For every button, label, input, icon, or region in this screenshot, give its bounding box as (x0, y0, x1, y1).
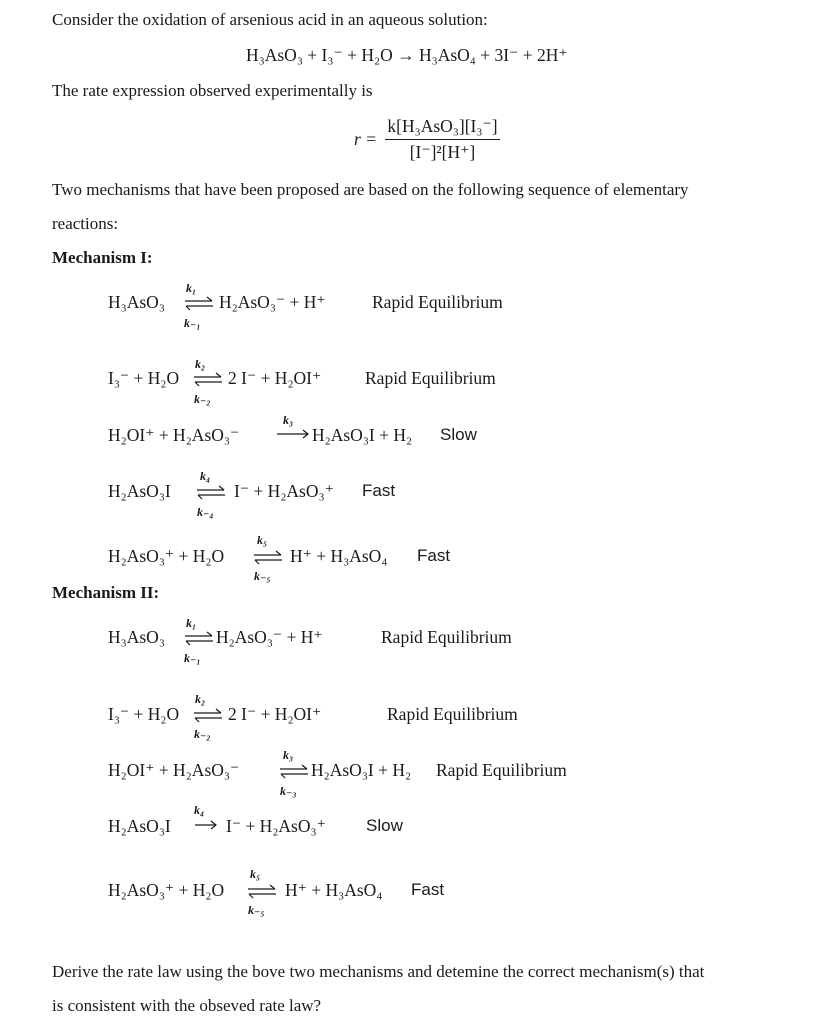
step-tag: Slow (366, 816, 403, 835)
step-tag: Fast (411, 880, 445, 899)
step-right: H⁺ + H₃AsO₄ (285, 880, 383, 900)
rate-law-denominator: [I⁻]²[H⁺] (409, 142, 476, 162)
rate-intro-text: The rate expression observed experimentally is (52, 81, 373, 100)
step-tag: Fast (417, 546, 451, 565)
step-left: H₂AsO₃⁺ + H₂O (108, 546, 225, 566)
k-forward-label: k₄ (200, 469, 211, 483)
intro-text: Consider the oxidation of arsenious acid in an aqueous solution: (52, 10, 488, 29)
k-reverse-label: k₋₄ (197, 505, 214, 519)
step-left: H₂AsO₃⁺ + H₂O (108, 880, 225, 900)
equilibrium-arrow-icon (196, 485, 226, 501)
k-reverse-label: k₋₂ (194, 392, 211, 406)
step-right: H₂AsO₃I + H₂ (312, 425, 413, 445)
step-tag: Fast (362, 481, 396, 500)
equilibrium-arrow-icon (193, 708, 223, 724)
equilibrium-arrow-icon (184, 631, 214, 647)
k-reverse-label: k₋₃ (280, 784, 297, 798)
forward-arrow-icon (276, 428, 310, 440)
k-forward-label: k₁ (186, 281, 197, 295)
mechanisms-intro-line1: Two mechanisms that have been proposed are based on the following sequence of elementary (52, 180, 689, 199)
k-forward-label: k₄ (194, 803, 205, 817)
question-line2: is consistent with the obseved rate law? (52, 996, 322, 1015)
equilibrium-arrow-icon (184, 296, 214, 312)
k-reverse-label: k₋₁ (184, 651, 201, 665)
rate-law (354, 116, 500, 163)
equilibrium-arrow-icon (193, 372, 223, 388)
step-left: H₂OI⁺ + H₂AsO₃⁻ (108, 760, 240, 780)
step-left: H₂OI⁺ + H₂AsO₃⁻ (108, 425, 240, 445)
step-left: H₂AsO₃I (108, 816, 171, 836)
step-left: H₂AsO₃I (108, 481, 171, 501)
mechanism2-title: Mechanism II: (52, 583, 160, 602)
step-right: 2 I⁻ + H₂OI⁺ (228, 704, 322, 724)
step-tag: Rapid Equilibrium (381, 627, 512, 647)
step-right: H₂AsO₃⁻ + H⁺ (219, 292, 326, 312)
k-forward-label: k₅ (257, 533, 268, 547)
question-line1: Derive the rate law using the bove two mechanisms and detemine the correct mechanism(s) that (52, 962, 705, 981)
equilibrium-arrow-icon (247, 884, 277, 900)
step-tag: Slow (440, 425, 477, 444)
k-forward-label: k₃ (283, 413, 294, 427)
step-right: 2 I⁻ + H₂OI⁺ (228, 368, 322, 388)
step-tag: Rapid Equilibrium (365, 368, 496, 388)
k-forward-label: k₃ (283, 748, 294, 762)
equilibrium-arrow-icon (279, 764, 309, 780)
step-left: I₃⁻ + H₂O (108, 368, 180, 388)
main-reaction: H₃AsO₃ + I₃⁻ + H₂O → H₃AsO₄ + 3I⁻ + 2H⁺ (246, 45, 568, 65)
rate-law-lhs: r = (354, 129, 377, 149)
k-forward-label: k₁ (186, 616, 197, 630)
step-left: H₃AsO₃ (108, 292, 165, 312)
step-tag: Rapid Equilibrium (372, 292, 503, 312)
mechanism1-title: Mechanism I: (52, 248, 153, 267)
mechanisms-intro-line2: reactions: (52, 214, 119, 233)
step-left: H₃AsO₃ (108, 627, 165, 647)
k-reverse-label: k₋₂ (194, 727, 211, 741)
step-right: H₂AsO₃⁻ + H⁺ (216, 627, 323, 647)
step-left: I₃⁻ + H₂O (108, 704, 180, 724)
k-reverse-label: k₋₅ (248, 903, 265, 917)
step-tag: Rapid Equilibrium (436, 760, 567, 780)
rate-law-fraction (385, 116, 499, 163)
rate-law-numerator: k[H₃AsO₃][I₃⁻] (385, 116, 499, 140)
forward-arrow-icon (194, 819, 220, 831)
equilibrium-arrow-icon (253, 550, 283, 566)
k-reverse-label: k₋₁ (184, 316, 201, 330)
k-forward-label: k₂ (195, 357, 206, 371)
step-right: H⁺ + H₃AsO₄ (290, 546, 388, 566)
k-reverse-label: k₋₅ (254, 569, 271, 583)
k-forward-label: k₂ (195, 692, 206, 706)
k-forward-label: k₅ (250, 867, 261, 881)
step-right: I⁻ + H₂AsO₃⁺ (234, 481, 334, 501)
step-tag: Rapid Equilibrium (387, 704, 518, 724)
step-right: I⁻ + H₂AsO₃⁺ (226, 816, 326, 836)
step-right: H₂AsO₃I + H₂ (311, 760, 412, 780)
